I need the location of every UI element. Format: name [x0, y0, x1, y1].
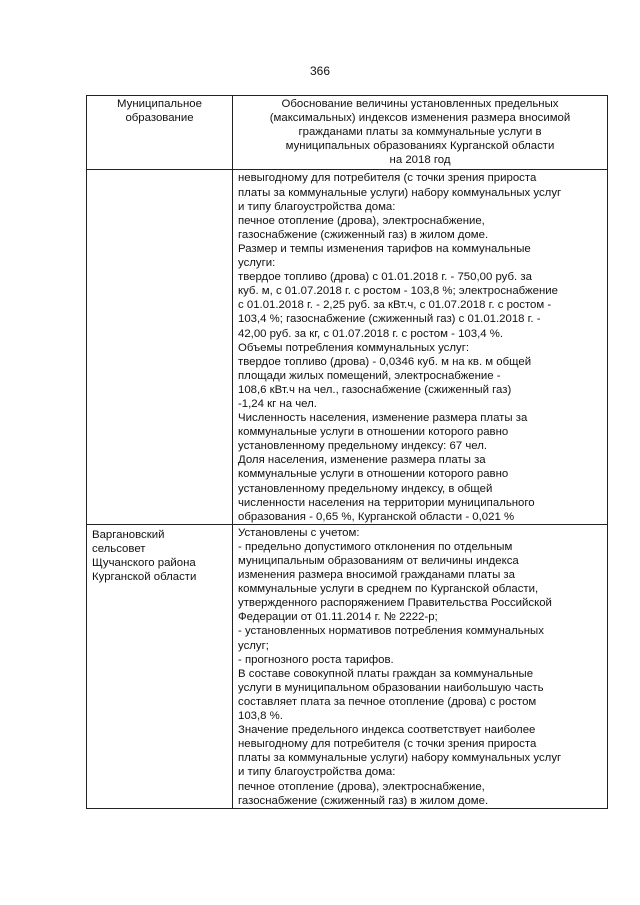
header-line: образование [125, 112, 194, 125]
justification-text-line: Установлены с учетом: [238, 526, 360, 539]
justification-text-line: образования - 0,65 %, Курганской области - 0,021 % [238, 510, 515, 523]
municipality-name-line: Курганской области [92, 571, 197, 584]
justification-cell [233, 524, 608, 808]
justification-text-line: платы за коммунальные услуги) набору коммунальных услуг [238, 186, 562, 199]
header-line: Обоснование величины установленных предельных [281, 98, 559, 110]
justification-text-line: коммунальные услуги в среднем по Курганской области, [238, 583, 539, 596]
municipality-name-line: Варгановский [92, 528, 165, 541]
justification-text-line: невыгодному для потребителя (с точки зрения прироста [238, 172, 537, 185]
justification-text-line: коммунальные услуги в отношении которого равно [238, 426, 509, 439]
justification-text-line: услуги: [238, 257, 276, 270]
justification-text-line: Объемы потребления коммунальных услуг: [238, 341, 470, 354]
municipality-cell [87, 170, 233, 524]
justification-text-line: численности населения на территории муниципального [238, 496, 535, 509]
header-justification [233, 96, 608, 170]
justification-text-line: муниципальным образованиям от величины индекса [238, 555, 519, 567]
justification-text-line: газоснабжение (сжиженный газ) в жилом доме. [238, 228, 489, 241]
justification-text-line: твердое топливо (дрова) с 01.01.2018 г. - 750,00 руб. за [238, 271, 532, 284]
justification-text-line: -1,24 кг на чел. [238, 397, 317, 410]
justification-text-line: Федерации от 01.11.2014 г. № 2222-р; [238, 611, 438, 624]
header-line: (максимальных) индексов изменения размера вносимой [269, 112, 571, 125]
justification-text-line: печное отопление (дрова), электроснабжение, [238, 780, 485, 793]
index-justification-table [86, 95, 608, 809]
justification-text-line: газоснабжение (сжиженный газ) в жилом доме. [238, 794, 489, 807]
justification-text-line: установленному предельному индексу: 67 чел. [238, 440, 488, 453]
justification-text-line: платы за коммунальные услуги) набору коммунальных услуг [238, 752, 562, 765]
table-row [87, 524, 608, 808]
justification-text-line: услуги в муниципальном образовании наибольшую часть [238, 681, 544, 694]
justification-text-line: Размер и темпы изменения тарифов на коммунальные [238, 242, 531, 255]
justification-text-line: составляет плата за печное отопление (дрова) с ростом [238, 695, 537, 708]
table-row [87, 170, 608, 524]
justification-text-line: В составе совокупной платы граждан за коммунальные [238, 667, 534, 680]
justification-text-line: 103,8 %. [238, 710, 283, 723]
justification-text-line: твердое топливо (дрова) - 0,0346 куб. м на кв. м общей [238, 355, 532, 368]
justification-text-line: Значение предельного индекса соответствует наиболее [238, 724, 536, 737]
header-line: Муниципальное [117, 98, 202, 110]
justification-cell [233, 170, 608, 524]
justification-text-line: изменения размера вносимой гражданами платы за [238, 569, 515, 582]
justification-text-line: куб. м, с 01.07.2018 г. с ростом - 103,8 %; электроснабжение [238, 285, 559, 298]
justification-text-line: Доля населения, изменение размера платы за [238, 454, 486, 467]
page-number: 366 [309, 64, 331, 78]
justification-text-line: площади жилых помещений, электроснабжение - [238, 369, 501, 382]
justification-text-line: и типу благоустройства дома: [238, 766, 396, 779]
justification-text-line: - предельно допустимого отклонения по отдельным [238, 540, 513, 553]
justification-text-line: установленному предельному индексу, в общей [238, 482, 493, 495]
header-line: муниципальных образованиях Курганской области [285, 140, 555, 153]
table-header-row [87, 96, 608, 170]
header-line: гражданами платы за коммунальные услуги в [298, 126, 542, 139]
municipality-cell [87, 524, 233, 808]
justification-text-line: невыгодному для потребителя (с точки зрения прироста [238, 738, 537, 751]
justification-text-line: печное отопление (дрова), электроснабжение, [238, 214, 485, 227]
municipality-name-line: Щучанского района [92, 557, 196, 569]
justification-text-line: и типу благоустройства дома: [238, 200, 396, 213]
justification-text-line: - установленных нормативов потребления коммунальных [238, 625, 544, 638]
justification-text-line: 42,00 руб. за кг, с 01.07.2018 г. с ростом - 103,4 %. [238, 327, 504, 340]
justification-text-line: Численность населения, изменение размера платы за [238, 412, 528, 425]
header-municipality [87, 96, 233, 170]
justification-text-line: - прогнозного роста тарифов. [238, 653, 394, 666]
justification-text-line: утвержденного распоряжением Правительства Российской [238, 597, 552, 610]
justification-text-line: 103,4 %; газоснабжение (сжиженный газ) с 01.01.2018 г. - [238, 313, 541, 326]
justification-text-line: коммунальные услуги в отношении которого равно [238, 468, 509, 481]
municipality-name-line: сельсовет [92, 542, 146, 555]
justification-text-line: 108,6 кВт.ч на чел., газоснабжение (сжиженный газ) [238, 383, 512, 396]
header-line: на 2018 год [389, 154, 451, 167]
justification-text-line: услуг; [238, 639, 269, 652]
justification-text-line: с 01.01.2018 г. - 2,25 руб. за кВт.ч, с 01.07.2018 г. с ростом - [238, 299, 552, 312]
